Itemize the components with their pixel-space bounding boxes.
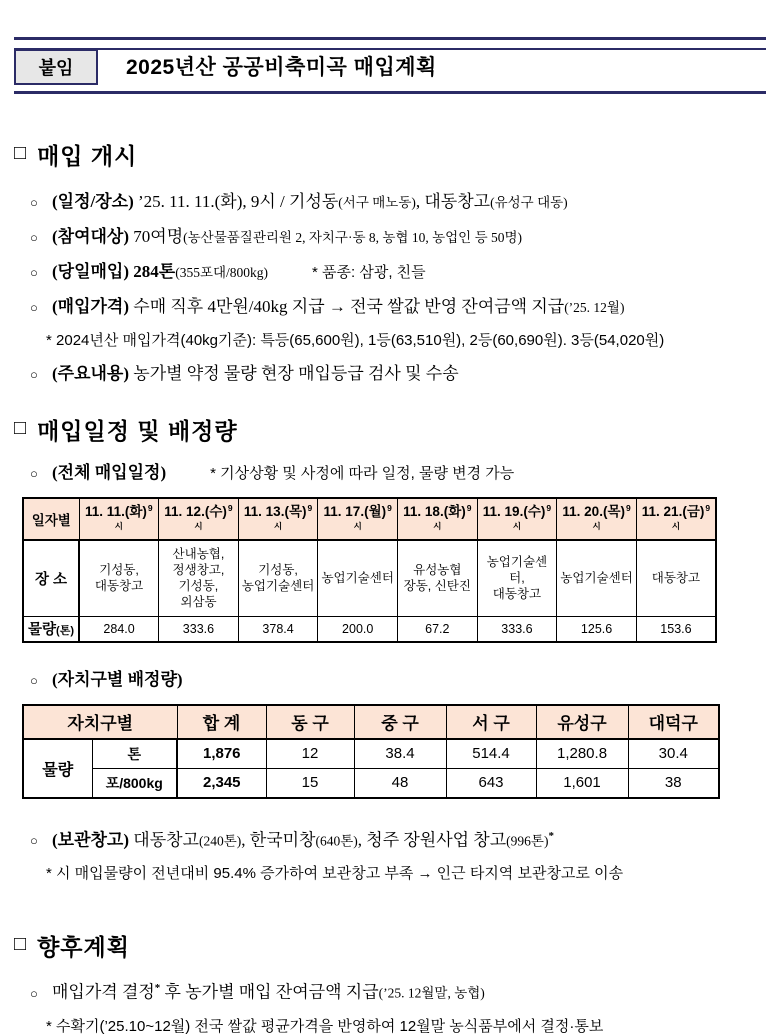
bullet-text: (참여대상) 70여명(농산물품질관리원 2, 자치구·동 8, 농협 10, 농업인 등 50명): [52, 227, 523, 246]
circle-bullet-icon: ○: [30, 672, 38, 688]
section-heading-text: 향후계획: [37, 934, 130, 961]
document-title: 2025년산 공공비축미곡 매입계획: [126, 55, 437, 79]
unit-cell: 포/800kg: [92, 768, 177, 798]
bullet-text: (보관창고) 대동창고(240톤), 한국미창(640톤), 청주 장원사업 창고(996톤)*: [52, 829, 554, 850]
table-cell: 농업기술센터: [318, 540, 398, 617]
circle-bullet-icon: ○: [30, 833, 38, 849]
table-cell: 38.4: [354, 739, 446, 769]
unit-cell: 톤: [92, 739, 177, 769]
row-header-cell: 장 소: [23, 540, 79, 617]
circle-bullet-icon: ○: [30, 265, 38, 280]
table-cell: 514.4: [446, 739, 536, 769]
note-2024-price: * 2024년산 매입가격(40kg기준): 특등(65,600원), 1등(63,510원), 2등(60,690원). 3등(54,020원): [46, 332, 665, 349]
table-cell: 1,601: [536, 768, 628, 798]
time-superscript: 9시: [592, 502, 631, 531]
table-header-cell: 11. 20.(목)$^{9시}$: [557, 498, 637, 540]
section-heading-text: 매입일정 및 배정량: [37, 418, 238, 444]
square-bullet-icon: □: [14, 417, 28, 439]
table-cell: 643: [446, 768, 536, 798]
table-cell: 48: [354, 768, 446, 798]
table-cell: 유성농협 장동, 신탄진: [398, 540, 478, 617]
time-superscript: 9시: [512, 502, 552, 531]
bullet-day-purchase: [30, 261, 770, 283]
table-cell: 38: [628, 768, 719, 798]
bullet-price: [30, 296, 770, 318]
table-cell: 333.6: [159, 616, 239, 642]
table-header-cell: 대덕구: [628, 705, 719, 739]
note-future-plan: * 수확기(’25.10~12월) 전국 쌀값 평균가격을 반영하여 12월말 농식품부에서 결정·통보: [46, 1017, 604, 1035]
square-bullet-icon: □: [14, 142, 28, 164]
table-header-cell: 합 계: [177, 705, 266, 739]
table-cell: 1,280.8: [536, 739, 628, 769]
note-storage: * 시 매입물량이 전년대비 95.4% 증가하여 보관창고 부족 → 인근 타지역 보관창고로 이송: [46, 865, 624, 883]
table-cell: 농업기술센터, 대동창고: [477, 540, 557, 617]
circle-bullet-icon: ○: [30, 985, 38, 1001]
table-header-cell: 동 구: [266, 705, 354, 739]
bullet-storage-warehouse: [30, 826, 770, 852]
table-header-cell: 유성구: [536, 705, 628, 739]
bullet-text: (당일매입) 284톤(355포대/800kg) * 품종: 삼광, 친들: [52, 262, 426, 281]
table-cell: 12: [266, 739, 354, 769]
table-header-cell: 11. 19.(수)$^{9시}$: [477, 498, 557, 540]
table-cell: 기성동, 농업기술센터: [238, 540, 318, 617]
time-superscript: 9시: [273, 502, 313, 531]
table-cell: 67.2: [398, 616, 478, 642]
row-header-cell: 물량(톤): [23, 616, 79, 642]
table-row-tons: [23, 739, 719, 769]
table-cell: 378.4: [238, 616, 318, 642]
bullet-main-content: [30, 363, 770, 385]
table-cell: 1,876: [177, 739, 266, 769]
table-header-cell: 자치구별: [23, 705, 177, 739]
bullet-text: (일정/장소) ’25. 11. 11.(화), 9시 / 기성동(서구 매노동), 대동창고(유성구 대동): [52, 192, 568, 211]
time-superscript: 9시: [433, 502, 472, 531]
table-header-cell: 11. 12.(수)$^{9시}$: [159, 498, 239, 540]
section-heading-purchase-start: [0, 138, 780, 171]
bullet-text: (전체 매입일정) * 기상상황 및 사정에 따라 일정, 물량 변경 가능: [52, 463, 515, 482]
bullet-schedule-place: [30, 191, 770, 213]
time-superscript: 9시: [353, 502, 392, 531]
table-cell: 125.6: [557, 616, 637, 642]
circle-bullet-icon: ○: [30, 300, 38, 315]
table-cell: 농업기술센터: [557, 540, 637, 617]
table-header-cell: 일자별: [23, 498, 79, 540]
row-header-cell: 물량: [23, 739, 92, 798]
bullet-text: (자치구별 배정량): [52, 669, 183, 689]
circle-bullet-icon: ○: [30, 230, 38, 245]
purchase-schedule-table: [22, 497, 717, 643]
bullet-participants: [30, 226, 770, 248]
bullet-overall-schedule: [30, 462, 770, 484]
time-superscript: 9시: [194, 502, 233, 531]
time-superscript: 9시: [114, 502, 153, 531]
attachment-label: 붙임: [38, 58, 74, 78]
bullet-district-allocation: [30, 669, 770, 691]
table-header-cell: 11. 11.(화)$^{9시}$: [79, 498, 159, 540]
table-row-volume: [23, 616, 716, 642]
table-cell: 대동창고: [636, 540, 716, 617]
section-heading-schedule-allocation: [0, 413, 780, 446]
table-cell: 2,345: [177, 768, 266, 798]
table-cell: 15: [266, 768, 354, 798]
table-cell: 284.0: [79, 616, 159, 642]
table-cell: 기성동, 대동창고: [79, 540, 159, 617]
bullet-text: (주요내용) 농가별 약정 물량 현장 매입등급 검사 및 수송: [52, 364, 459, 383]
table-cell: 산내농협, 정생창고, 기성동, 외삼동: [159, 540, 239, 617]
table-header-cell: 11. 17.(월)$^{9시}$: [318, 498, 398, 540]
section-heading-text: 매입 개시: [37, 143, 138, 169]
table-header-row: [23, 705, 719, 739]
circle-bullet-icon: ○: [30, 367, 38, 382]
square-bullet-icon: □: [14, 933, 28, 956]
table-cell: 30.4: [628, 739, 719, 769]
table-cell: 153.6: [636, 616, 716, 642]
bullet-text: 매입가격 결정* 후 농가별 매입 잔여금액 지급(’25. 12월말, 농협): [52, 982, 485, 1002]
table-row-location: [23, 540, 716, 617]
circle-bullet-icon: ○: [30, 195, 38, 210]
table-row-bags: [23, 768, 719, 798]
table-header-cell: 11. 18.(화)$^{9시}$: [398, 498, 478, 540]
table-header-cell: 11. 13.(목)$^{9시}$: [238, 498, 318, 540]
bullet-text: (매입가격) 수매 직후 4만원/40kg 지급 → 전국 쌀값 반영 잔여금액 지급(’25. 12월): [52, 297, 625, 316]
table-cell: 333.6: [477, 616, 557, 642]
table-cell: 200.0: [318, 616, 398, 642]
table-header-cell: 중 구: [354, 705, 446, 739]
time-superscript: 9시: [671, 502, 711, 531]
district-allocation-table: [22, 704, 720, 799]
circle-bullet-icon: ○: [30, 466, 38, 481]
table-header-cell: 서 구: [446, 705, 536, 739]
bullet-future-plan: [30, 978, 770, 1004]
table-header-cell: 11. 21.(금)$^{9시}$: [636, 498, 716, 540]
title-banner: [14, 37, 766, 94]
section-heading-future-plan: [0, 929, 780, 962]
table-header-row: [23, 498, 716, 540]
attachment-label-box: [14, 49, 98, 85]
